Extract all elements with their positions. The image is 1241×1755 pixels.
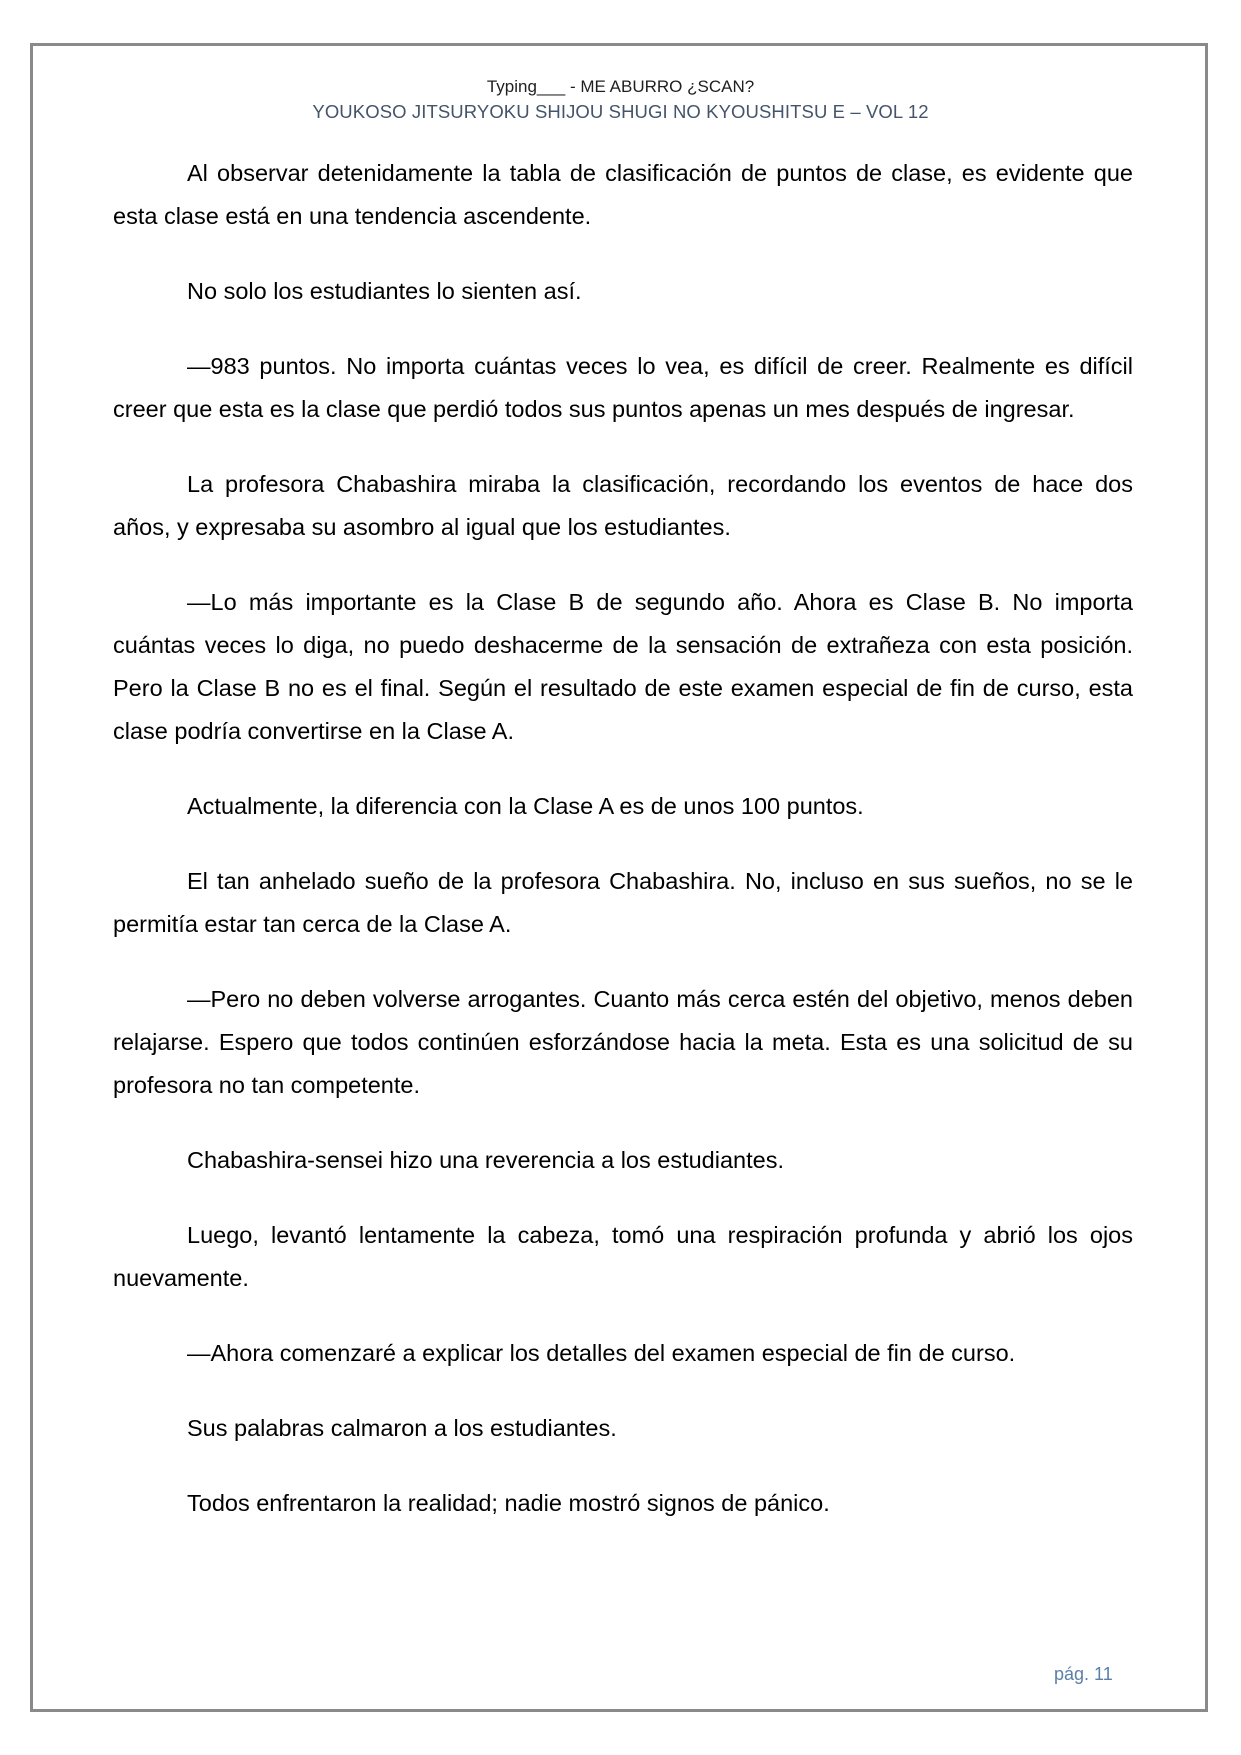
paragraph: Sus palabras calmaron a los estudiantes.: [187, 1415, 617, 1441]
paragraph: Luego, levantó lentamente la cabeza, tomó una respiración profunda y abrió los ojos nuevamente.: [113, 1222, 1133, 1291]
paragraph: No solo los estudiantes lo sienten así.: [187, 278, 582, 304]
paragraph: —Ahora comenzaré a explicar los detalles del examen especial de fin de curso.: [187, 1340, 1016, 1366]
paragraph: El tan anhelado sueño de la profesora Chabashira. No, incluso en sus sueños, no se le permitía estar tan cerca de la Clase A.: [113, 868, 1133, 937]
paragraph: —Pero no deben volverse arrogantes. Cuanto más cerca estén del objetivo, menos deben relajarse. Espero que todos continúen esforzándose hacia la meta. Esta es una solicitud de su profesora no tan competente.: [113, 986, 1133, 1098]
paragraph: Actualmente, la diferencia con la Clase A es de unos 100 puntos.: [187, 793, 864, 819]
paragraph: Chabashira-sensei hizo una reverencia a los estudiantes.: [187, 1147, 784, 1173]
paragraph: —983 puntos. No importa cuántas veces lo vea, es difícil de creer. Realmente es difícil creer que esta es la clase que perdió todos sus puntos apenas un mes después de ingresar.: [113, 353, 1133, 422]
paragraph: Todos enfrentaron la realidad; nadie mostró signos de pánico.: [187, 1490, 830, 1516]
page-header: [0, 75, 1241, 125]
paragraph: La profesora Chabashira miraba la clasificación, recordando los eventos de hace dos años, y expresaba su asombro al igual que los estudiantes.: [113, 471, 1133, 540]
header-book-title: YOUKOSO JITSURYOKU SHIJOU SHUGI NO KYOUSHITSU E – VOL 12: [312, 101, 929, 122]
page-number: pág. 11: [1054, 1664, 1113, 1684]
header-scanlator-credit: Typing___ - ME ABURRO ¿SCAN?: [486, 77, 755, 96]
paragraph: Al observar detenidamente la tabla de clasificación de puntos de clase, es evidente que esta clase está en una tendencia ascendente.: [113, 160, 1133, 229]
body-text: [113, 152, 1133, 1557]
paragraph: —Lo más importante es la Clase B de segundo año. Ahora es Clase B. No importa cuántas veces lo diga, no puedo deshacerme de la sensación de extrañeza con esta posición. Pero la Clase B no es el final. Según el resultado de este examen especial de fin de curso, esta clase podría convertirse en la Clase A.: [113, 589, 1133, 744]
